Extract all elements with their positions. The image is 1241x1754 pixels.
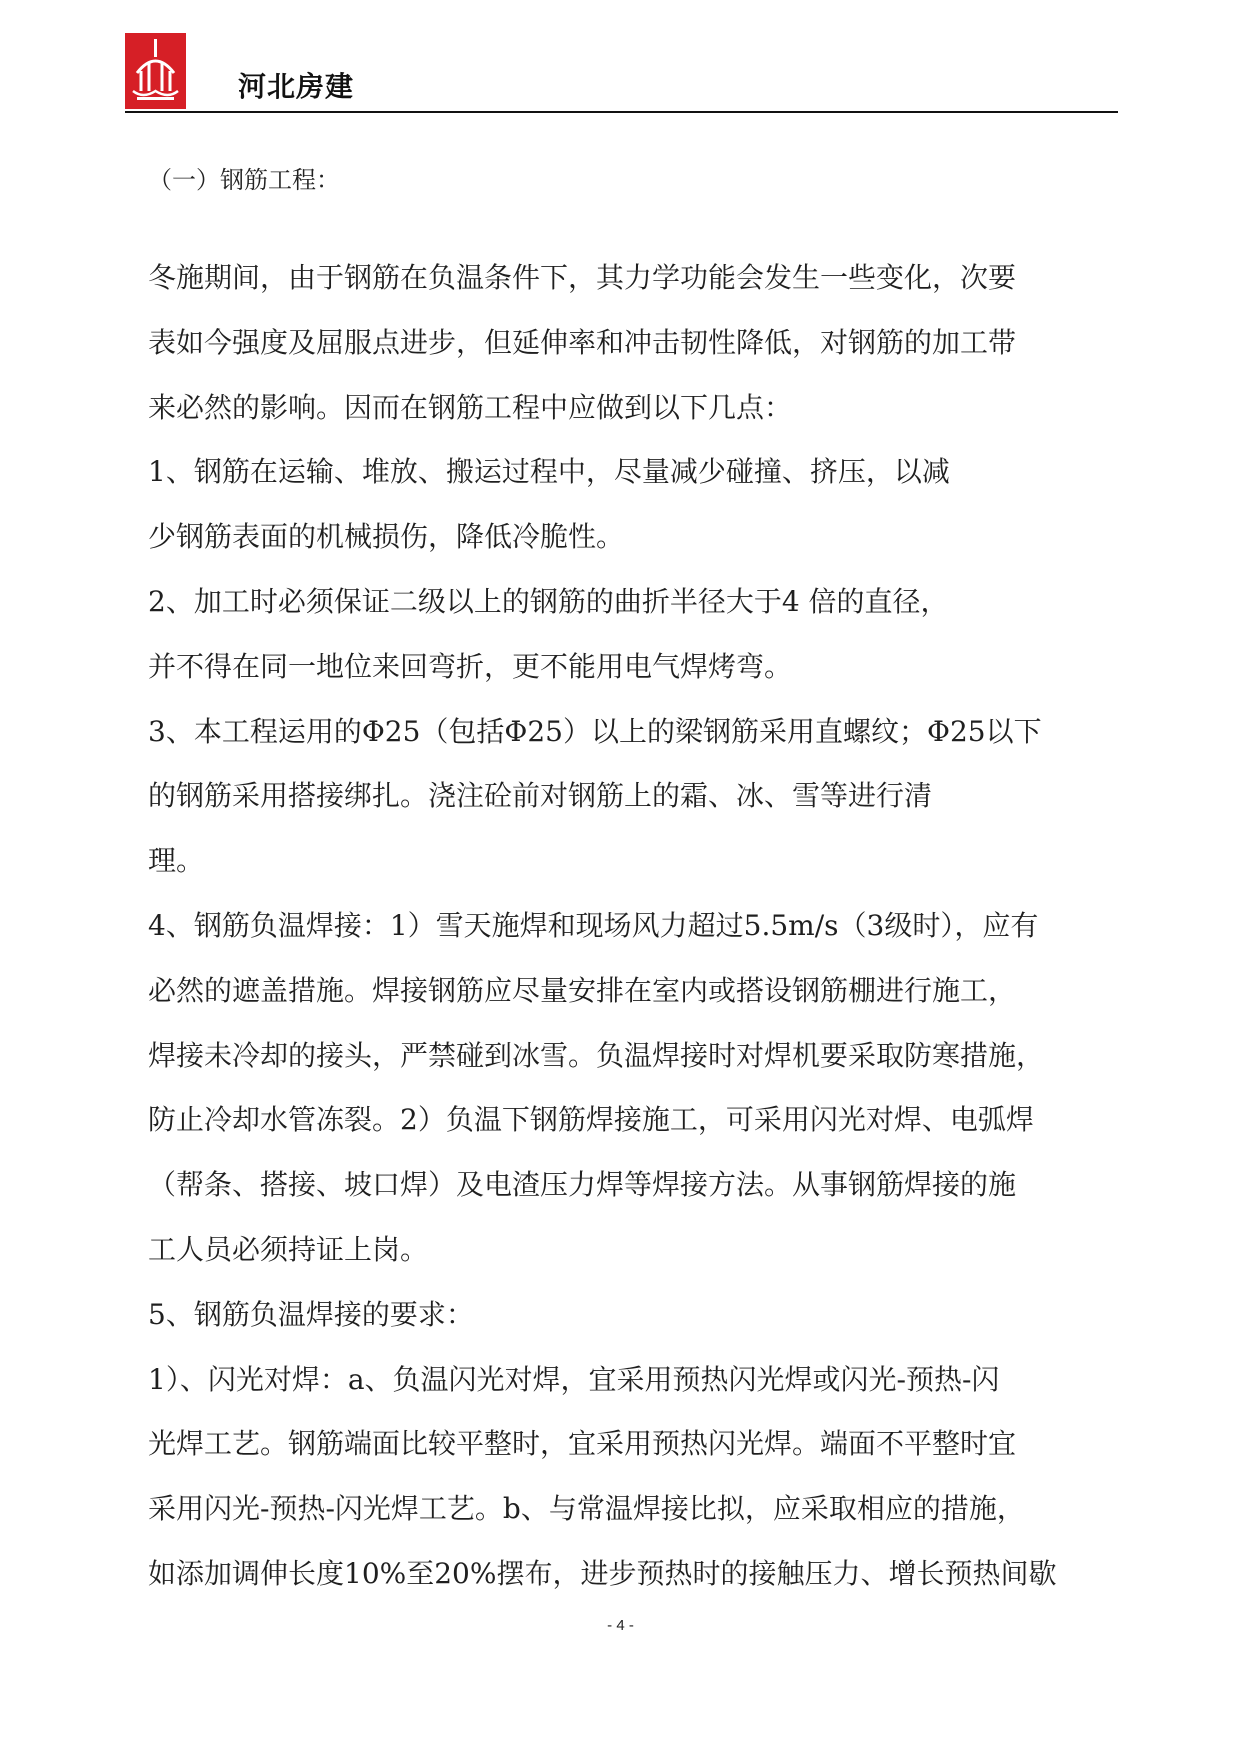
document-body bbox=[148, 246, 1118, 1607]
body-line: 工人员必须持证上岗。 bbox=[148, 1232, 429, 1266]
section-title: （一）钢筋工程： bbox=[148, 166, 340, 194]
body-line: 2、加工时必须保证二级以上的钢筋的曲折半径大于4 倍的直径， bbox=[148, 584, 949, 618]
body-line: 并不得在同一地位来回弯折，更不能用电气焊烤弯。 bbox=[148, 649, 793, 683]
header-divider bbox=[125, 111, 1118, 113]
body-line: 3、本工程运用的Φ25（包括Φ25）以上的梁钢筋采用直螺纹；Φ25以下 bbox=[148, 714, 1042, 748]
page-header bbox=[125, 33, 1118, 113]
body-line: 5、钢筋负温焊接的要求： bbox=[148, 1297, 474, 1331]
body-line: 4、钢筋负温焊接：1）雪天施焊和现场风力超过5.5m/s（3级时），应有 bbox=[148, 908, 1039, 942]
body-line: 光焊工艺。钢筋端面比较平整时，宜采用预热闪光焊。端面不平整时宜 bbox=[148, 1427, 1017, 1461]
body-line: 必然的遮盖措施。焊接钢筋应尽量安排在室内或搭设钢筋棚进行施工， bbox=[148, 973, 1017, 1007]
body-line: 焊接未冷却的接头，严禁碰到冰雪。负温焊接时对焊机要采取防寒措施， bbox=[148, 1038, 1045, 1072]
body-line: 少钢筋表面的机械损伤，降低冷脆性。 bbox=[148, 520, 625, 554]
body-line: 如添加调伸长度10%至20%摆布，进步预热时的接触压力、增长预热间歇 bbox=[148, 1556, 1057, 1590]
body-line: 表如今强度及屈服点进步，但延伸率和冲击韧性降低，对钢筋的加工带 bbox=[148, 325, 1017, 359]
body-line: （帮条、搭接、坡口焊）及电渣压力焊等焊接方法。从事钢筋焊接的施 bbox=[148, 1168, 1017, 1202]
body-line: 来必然的影响。因而在钢筋工程中应做到以下几点： bbox=[148, 390, 793, 424]
body-line: 采用闪光-预热-闪光焊工艺。b、与常温焊接比拟，应采取相应的措施， bbox=[148, 1492, 1025, 1526]
body-line: 1、钢筋在运输、堆放、搬运过程中，尽量减少碰撞、挤压，以减 bbox=[148, 455, 950, 489]
company-name: 河北房建 bbox=[238, 70, 355, 103]
body-line: 的钢筋采用搭接绑扎。浇注砼前对钢筋上的霜、冰、雪等进行清 bbox=[148, 779, 933, 813]
page-number: - 4 - bbox=[607, 1617, 634, 1634]
body-line: 理。 bbox=[148, 844, 205, 878]
hebei-fangjian-logo-icon bbox=[125, 33, 186, 109]
body-line: 1）、闪光对焊：a、负温闪光对焊，宜采用预热闪光焊或闪光-预热-闪 bbox=[148, 1362, 1000, 1396]
body-line: 冬施期间，由于钢筋在负温条件下，其力学功能会发生一些变化，次要 bbox=[148, 261, 1017, 294]
body-line: 防止冷却水管冻裂。2）负温下钢筋焊接施工，可采用闪光对焊、电弧焊 bbox=[148, 1103, 1034, 1137]
